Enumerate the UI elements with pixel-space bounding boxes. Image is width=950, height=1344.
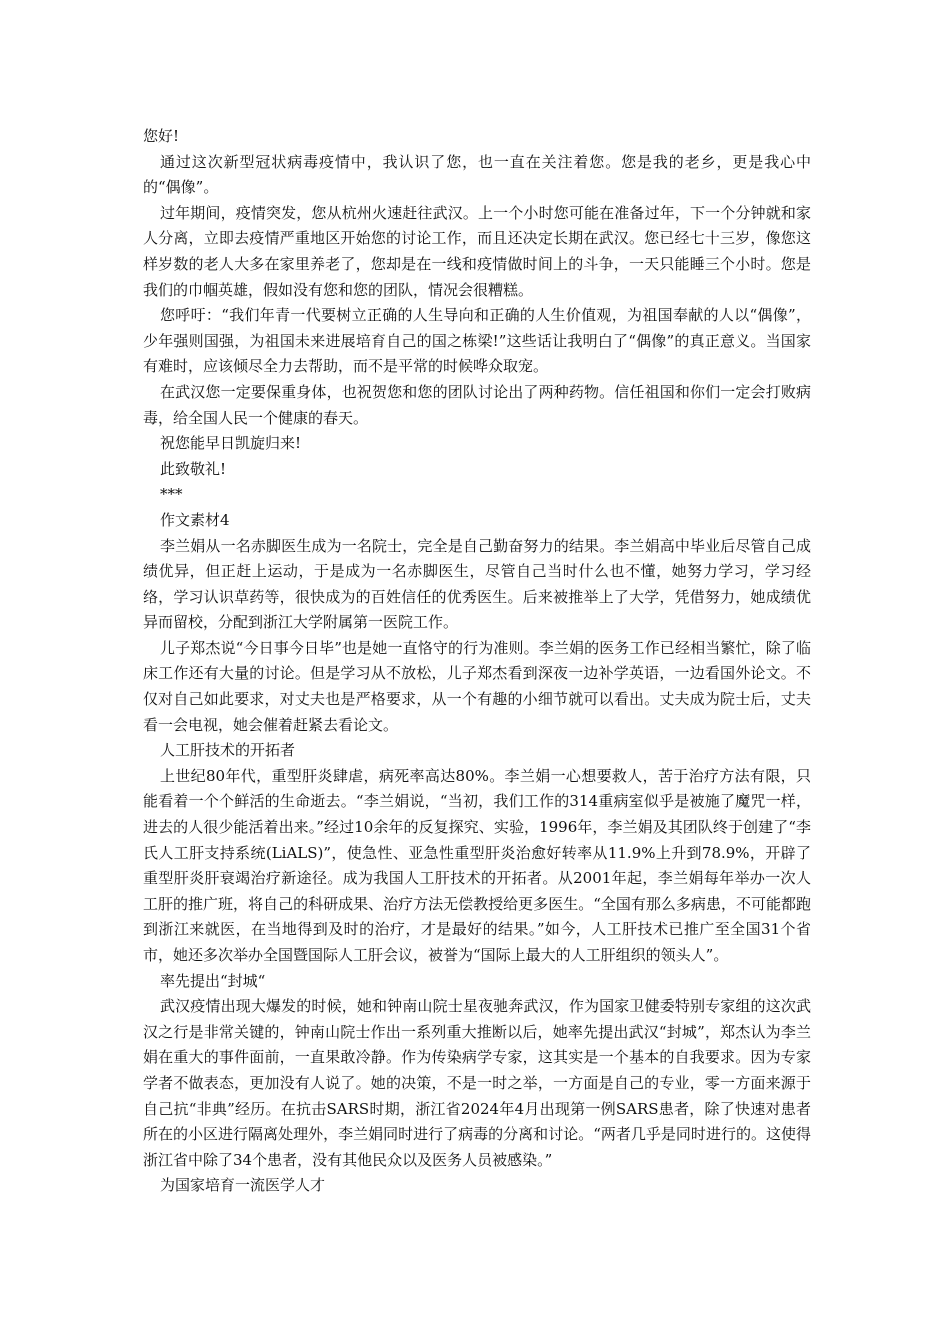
body-paragraph: 过年期间，疫情突发，您从杭州火速赶往武汉。上一个小时您可能在准备过年，下一个分钟就和家人分离，立即去疫情严重地区开始您的讨论工作，而且还决定长期在武汉。您已经七十三岁，像您这样岁数的老人大多在家里养老了，您却是在一线和疫情做时间上的斗争，一天只能睡三个小时。您是我们的巾帼英雄，假如没有您和您的团队，情况会很糟糕。: [143, 203, 811, 299]
closing-salute: 此致敬礼!: [160, 459, 227, 478]
closing-wish: 祝您能早日凯旋归来!: [160, 434, 302, 453]
subheading: 率先提出“封城“: [160, 971, 266, 990]
body-paragraph: 通过这次新型冠状病毒疫情中，我认识了您，也一直在关注着您。您是我的老乡，更是我心中的“偶像”。: [143, 152, 811, 197]
section-title: 作文素材4: [160, 510, 230, 529]
body-paragraph: 您呼吁：“我们年青一代要树立正确的人生导向和正确的人生价值观，为祖国奉献的人以“偶像”，少年强则国强，为祖国未来进展培育自己的国之栋梁!”这些话让我明白了“偶像”的真正意义。当国家有难时，应该倾尽全力去帮助，而不是平常的时候哗众取宠。: [143, 306, 811, 376]
greeting: 您好!: [143, 127, 180, 145]
subheading: 为国家培育一流医学人才: [160, 1176, 326, 1195]
body-paragraph: 上世纪80年代，重型肝炎肆虐，病死率高达80%。李兰娟一心想要救人，苦于治疗方法有限，只能看着一个个鲜活的生命逝去。“李兰娟说，“当初，我们工作的314重病室似乎是被施了魔咒一样，进去的人很少能活着出来。”经过10余年的反复探究、实验，1996年，李兰娟及其团队终于创建了“李氏人工肝支持系统(LiALS)”，使急性、亚急性重型肝炎治愈好转率从11.9%上升到78.9%，开辟了重型肝炎肝衰竭治疗新途径。成为我国人工肝技术的开拓者。从2001年起，李兰娟每年举办一次人工肝的推广班，将自己的科研成果、治疗方法无偿教授给更多医生。“全国有那么多病患，不可能都跑到浙江来就医，在当地得到及时的治疗，才是最好的结果。”如今，人工肝技术已推广至全国31个省市，她还多次举办全国暨国际人工肝会议，被誉为“国际上最大的人工肝组织的领头人”。: [143, 766, 811, 964]
subheading: 人工肝技术的开拓者: [160, 741, 296, 760]
body-paragraph: 李兰娟从一名赤脚医生成为一名院士，完全是自己勤奋努力的结果。李兰娟高中毕业后尽管自己成绩优异，但正赶上运动，于是成为一名赤脚医生，尽管自己当时什么也不懂，她努力学习，学习经络，学习认识草药等，很快成为的百姓信任的优秀医生。后来被推举上了大学，凭借努力，她成绩优异而留校，分配到浙江大学附属第一医院工作。: [143, 536, 811, 632]
section-separator: ***: [160, 485, 183, 504]
body-paragraph: 武汉疫情出现大爆发的时候，她和钟南山院士星夜驰奔武汉，作为国家卫健委特别专家组的这次武汉之行是非常关键的，钟南山院士作出一系列重大推断以后，她率先提出武汉“封城”，郑杰认为李兰娟在重大的事件面前，一直果敢冷静。作为传染病学专家，这其实是一个基本的自我要求。因为专家学者不做表态，更加没有人说了。她的决策，不是一时之举，一方面是自己的专业，零一方面来源于自己抗“非典”经历。在抗击SARS时期，浙江省2024年4月出现第一例SARS患者，除了快速对患者所在的小区进行隔离处理外，李兰娟同时进行了病毒的分离和讨论。“两者几乎是同时进行的。这使得浙江省中除了34个患者，没有其他民众以及医务人员被感染。”: [143, 997, 811, 1169]
body-paragraph: 在武汉您一定要保重身体，也祝贺您和您的团队讨论出了两种药物。信任祖国和你们一定会打败病毒，给全国人民一个健康的春天。: [143, 382, 811, 427]
body-paragraph: 儿子郑杰说“今日事今日毕”也是她一直恪守的行为准则。李兰娟的医务工作已经相当繁忙，除了临床工作还有大量的讨论。但是学习从不放松，儿子郑杰看到深夜一边补学英语，一边看国外论文。不仅对自己如此要求，对丈夫也是严格要求，从一个有趣的小细节就可以看出。丈夫成为院士后，丈夫看一会电视，她会催着赶紧去看论文。: [143, 638, 811, 734]
document-page: [143, 124, 811, 1199]
